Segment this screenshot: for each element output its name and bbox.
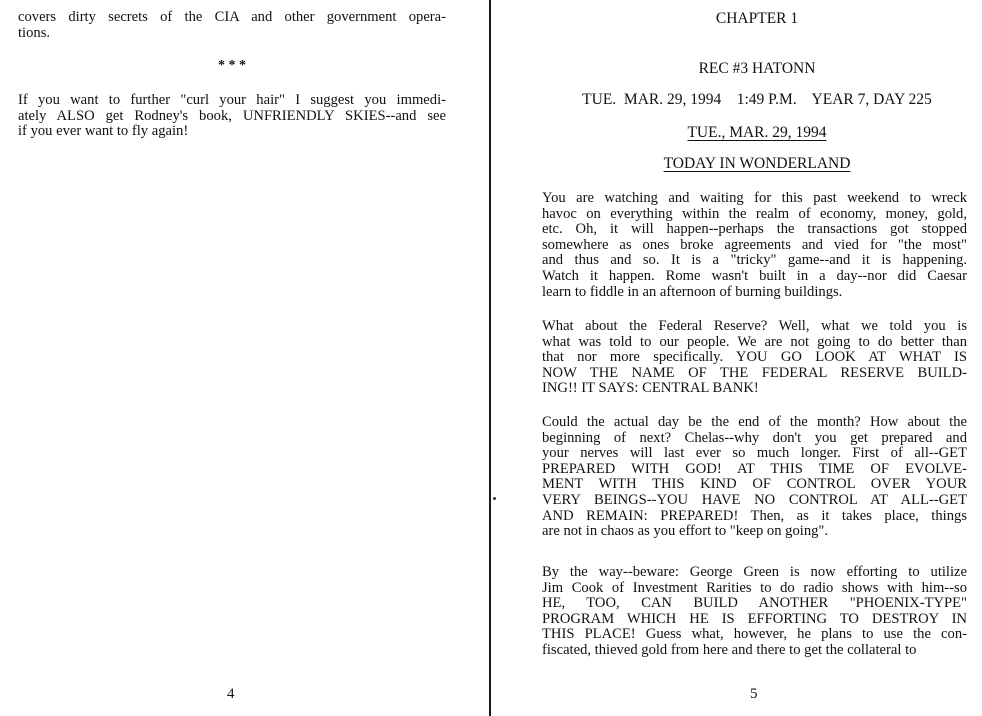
text-line: learn to fiddle in an afternoon of burning buildings. [542,283,843,300]
text-line: AND REMAIN: PREPARED! Then, as it takes place, things [542,507,967,524]
body-paragraph-3 [542,415,967,540]
text-line: NOW THE NAME OF THE FEDERAL RESERVE BUILD- [542,364,967,381]
text-line: fiscated, thieved gold from here and there to get the collateral to [542,641,917,658]
text-line: Could the actual day be the end of the month? How about the [542,414,967,430]
body-paragraph-1 [542,191,967,300]
text-line: etc. Oh, it will happen--perhaps the transactions got stopped [542,221,967,238]
text-line: By the way--beware: George Green is now efforting to utilize [542,564,967,580]
text-line: your nerves will last ever so much longer. First of all--GET [542,445,967,462]
text-line: Watch it happen. Rome wasn't built in a day--nor did Caesar [542,267,967,284]
text-line: what was told to our people. We are not going to do better than [542,333,967,350]
text-line: and thus and so. It is a "tricky" game--and it is happening. [542,252,967,269]
text-line: ately ALSO get Rodney's book, UNFRIENDLY SKIES--and see [18,107,446,124]
page-number-right: 5 [750,686,758,702]
text-line: If you want to further "curl your hair" I suggest you immedi- [18,92,446,108]
text-line: beginning of next? Chelas--why don't you get prepared and [542,429,967,446]
text-line: VERY BEINGS--YOU HAVE NO CONTROL AT ALL--GET [542,491,967,508]
text-line: What about the Federal Reserve? Well, what we told you is [542,318,967,334]
body-paragraph-4 [542,565,967,659]
date-heading: TUE., MAR. 29, 1994 [687,124,827,141]
rec-line: REC #3 HATONN [698,60,816,77]
left-paragraph-2 [18,93,446,140]
text-line: somewhere as ones broke agreements and vied for "the most" [542,236,967,253]
text-line: MENT WITH THIS KIND OF CONTROL OVER YOUR [542,476,967,493]
text-line: Jim Cook of Investment Rarities to do radio shows with him--so [542,579,967,596]
left-paragraph-1 [18,10,446,41]
text-line: PREPARED WITH GOD! AT THIS TIME OF EVOLVE- [542,460,967,477]
page-divider [489,0,491,716]
page-title: TODAY IN WONDERLAND [663,155,851,172]
text-line: that nor more specifically. YOU GO LOOK AT WHAT IS [542,349,967,366]
text-line: are not in chaos as you effort to "keep on going". [542,523,829,540]
text-line: tions. [18,24,51,41]
body-paragraph-2 [542,319,967,397]
section-separator: * * * [218,58,246,73]
text-line: HE, TOO, CAN BUILD ANOTHER "PHOENIX-TYPE" [542,595,967,612]
text-line: havoc on everything within the realm of economy, money, gold, [542,205,967,222]
text-line: PROGRAM WHICH HE IS EFFORTING TO DESTROY IN [542,610,967,627]
text-line: covers dirty secrets of the CIA and other government opera- [18,9,446,25]
text-line: THIS PLACE! Guess what, however, he plans to use the con- [542,626,967,643]
text-line: if you ever want to fly again! [18,123,189,140]
chapter-heading: CHAPTER 1 [715,10,799,27]
text-line: You are watching and waiting for this past weekend to wreck [542,190,967,206]
page-number-left: 4 [227,686,235,702]
date-line: TUE. MAR. 29, 1994 1:49 P.M. YEAR 7, DAY 225 [582,91,932,108]
text-line: ING!! IT SAYS: CENTRAL BANK! [542,380,759,397]
right-page [492,0,982,716]
